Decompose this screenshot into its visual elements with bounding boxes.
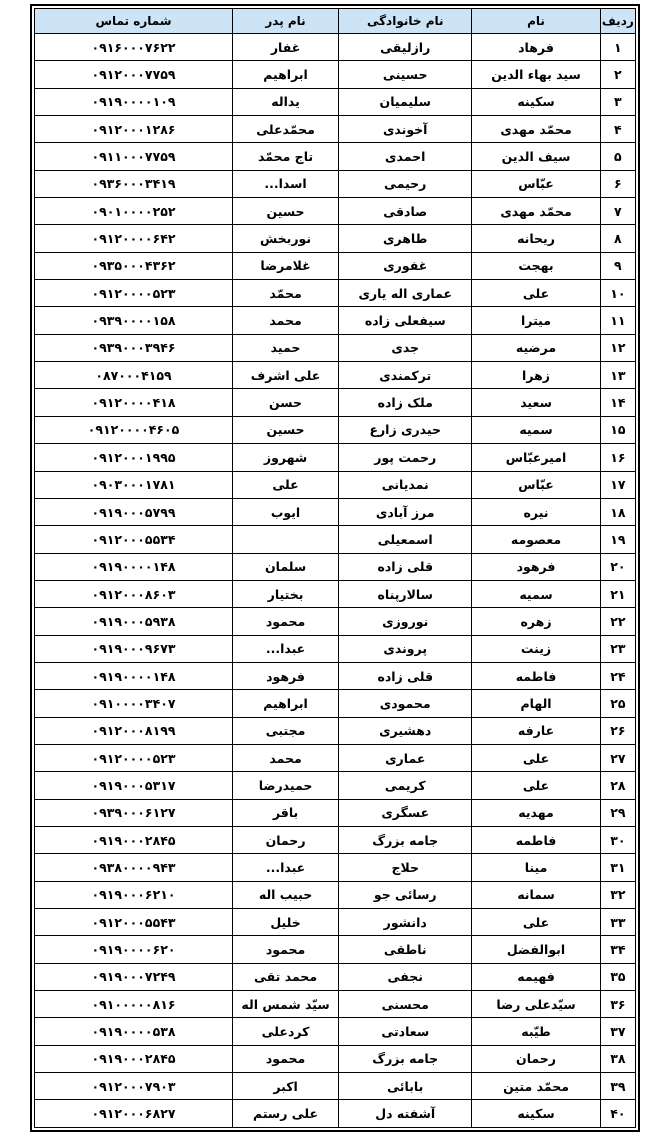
cell-index: ۳۸ (600, 1045, 635, 1072)
cell-phone: ۰۹۱۹۰۰۰۵۳۱۷ (35, 772, 233, 799)
cell-phone: ۰۸۷۰۰۰۴۱۵۹ (35, 362, 233, 389)
cell-index: ۳۴ (600, 936, 635, 963)
cell-first-name: زهرا (472, 362, 600, 389)
cell-father-name: حسن (233, 389, 339, 416)
cell-phone: ۰۹۱۲۰۰۰۰۴۱۸ (35, 389, 233, 416)
cell-phone: ۰۹۱۹۰۰۰۰۱۴۸ (35, 662, 233, 689)
cell-first-name: ریحانه (472, 225, 600, 252)
table-row (35, 526, 636, 553)
cell-index: ۳ (600, 88, 635, 115)
cell-phone: ۰۹۱۱۰۰۰۷۷۵۹ (35, 143, 233, 170)
cell-last-name: غفوری (339, 252, 472, 279)
cell-last-name: حیدری زارع (339, 416, 472, 443)
table-row (35, 498, 636, 525)
cell-index: ۱۹ (600, 526, 635, 553)
cell-last-name: مرز آبادی (339, 498, 472, 525)
cell-first-name: علی (472, 772, 600, 799)
cell-index: ۱۳ (600, 362, 635, 389)
cell-phone: ۰۹۱۲۰۰۰۱۹۹۵ (35, 444, 233, 471)
cell-index: ۲ (600, 61, 635, 88)
cell-index: ۶ (600, 170, 635, 197)
cell-last-name: قلی زاده (339, 662, 472, 689)
table-header-row (35, 9, 636, 34)
cell-index: ۲۷ (600, 744, 635, 771)
cell-phone: ۰۹۱۲۰۰۰۰۴۶۰۵ (35, 416, 233, 443)
cell-phone: ۰۹۱۹۰۰۰۰۱۴۸ (35, 553, 233, 580)
cell-last-name: عسگری (339, 799, 472, 826)
cell-first-name: طیّبه (472, 1018, 600, 1045)
cell-index: ۲۴ (600, 662, 635, 689)
table-row (35, 744, 636, 771)
cell-last-name: طاهری (339, 225, 472, 252)
cell-father-name: فرهود (233, 662, 339, 689)
table-row (35, 991, 636, 1018)
table-row (35, 1073, 636, 1100)
table-body (35, 34, 636, 1128)
cell-last-name: سیفعلی زاده (339, 307, 472, 334)
cell-last-name: قلی زاده (339, 553, 472, 580)
cell-first-name: سیّدعلی رضا (472, 991, 600, 1018)
table-row (35, 334, 636, 361)
table-row (35, 1100, 636, 1128)
cell-phone: ۰۹۱۹۰۰۰۰۵۳۸ (35, 1018, 233, 1045)
cell-last-name: کریمی (339, 772, 472, 799)
table-row (35, 662, 636, 689)
cell-father-name: علی رستم (233, 1100, 339, 1128)
cell-father-name: حمید (233, 334, 339, 361)
header-phone: شماره تماس (35, 9, 233, 34)
cell-father-name: علی اشرف (233, 362, 339, 389)
cell-last-name: جدی (339, 334, 472, 361)
cell-index: ۸ (600, 225, 635, 252)
cell-last-name: پروندی (339, 635, 472, 662)
table-row (35, 362, 636, 389)
cell-father-name: ایوب (233, 498, 339, 525)
cell-phone: ۰۹۱۶۰۰۰۷۶۲۲ (35, 34, 233, 61)
cell-index: ۱۰ (600, 280, 635, 307)
table-row (35, 225, 636, 252)
cell-index: ۱۱ (600, 307, 635, 334)
cell-father-name: تاج محمّد (233, 143, 339, 170)
cell-father-name: محمّد (233, 280, 339, 307)
cell-phone: ۰۹۱۹۰۰۰۵۹۳۸ (35, 608, 233, 635)
cell-phone: ۰۹۱۹۰۰۰۷۲۴۹ (35, 963, 233, 990)
cell-phone: ۰۹۳۸۰۰۰۰۹۴۳ (35, 854, 233, 881)
cell-father-name: بختیار (233, 580, 339, 607)
table-row (35, 389, 636, 416)
cell-phone: ۰۹۱۹۰۰۰۰۶۲۰ (35, 936, 233, 963)
table-row (35, 307, 636, 334)
cell-first-name: نیره (472, 498, 600, 525)
table-row (35, 471, 636, 498)
cell-last-name: صادقی (339, 198, 472, 225)
cell-father-name: علی (233, 471, 339, 498)
cell-first-name: سعید (472, 389, 600, 416)
cell-phone: ۰۹۱۹۰۰۰۵۷۹۹ (35, 498, 233, 525)
cell-last-name: احمدی (339, 143, 472, 170)
cell-last-name: دانشور (339, 909, 472, 936)
cell-phone: ۰۹۱۲۰۰۰۸۶۰۳ (35, 580, 233, 607)
cell-father-name: ابراهیم (233, 690, 339, 717)
table-row (35, 1045, 636, 1072)
cell-first-name: فاطمه (472, 826, 600, 853)
table-row (35, 88, 636, 115)
cell-phone: ۰۹۰۱۰۰۰۰۲۵۲ (35, 198, 233, 225)
cell-father-name: محمود (233, 1045, 339, 1072)
cell-father-name: رحمان (233, 826, 339, 853)
cell-index: ۲۹ (600, 799, 635, 826)
cell-phone: ۰۹۱۰۰۰۰۳۴۰۷ (35, 690, 233, 717)
table-row (35, 772, 636, 799)
cell-index: ۲۳ (600, 635, 635, 662)
cell-first-name: سیف الدین (472, 143, 600, 170)
cell-first-name: مینا (472, 854, 600, 881)
cell-first-name: فهیمه (472, 963, 600, 990)
header-index: ردیف (600, 9, 635, 34)
table-row (35, 909, 636, 936)
cell-last-name: جامه بزرگ (339, 826, 472, 853)
cell-father-name: غلامرضا (233, 252, 339, 279)
cell-first-name: عارفه (472, 717, 600, 744)
cell-phone: ۰۹۱۹۰۰۰۲۸۴۵ (35, 826, 233, 853)
cell-father-name: محمد (233, 744, 339, 771)
cell-father-name: حبیب اله (233, 881, 339, 908)
cell-first-name: علی (472, 744, 600, 771)
table-row (35, 717, 636, 744)
cell-phone: ۰۹۱۲۰۰۰۰۶۴۲ (35, 225, 233, 252)
cell-phone: ۰۹۱۲۰۰۰۱۲۸۶ (35, 116, 233, 143)
cell-last-name: حلاج (339, 854, 472, 881)
cell-phone: ۰۹۳۹۰۰۰۶۱۲۷ (35, 799, 233, 826)
table-row (35, 963, 636, 990)
table-row (35, 252, 636, 279)
cell-father-name: محمد تقی (233, 963, 339, 990)
contact-table (34, 8, 636, 1128)
cell-father-name: محمد (233, 307, 339, 334)
cell-father-name: سلمان (233, 553, 339, 580)
cell-phone: ۰۹۱۲۰۰۰۸۱۹۹ (35, 717, 233, 744)
table-row (35, 280, 636, 307)
cell-last-name: رسائی جو (339, 881, 472, 908)
table-row (35, 854, 636, 881)
cell-father-name: ابراهیم (233, 61, 339, 88)
cell-index: ۲۲ (600, 608, 635, 635)
header-father-name: نام پدر (233, 9, 339, 34)
cell-phone: ۰۹۱۲۰۰۰۰۵۲۳ (35, 280, 233, 307)
cell-index: ۳۱ (600, 854, 635, 881)
cell-index: ۳۲ (600, 881, 635, 908)
cell-last-name: محسنی (339, 991, 472, 1018)
cell-last-name: آشفته دل (339, 1100, 472, 1128)
cell-first-name: الهام (472, 690, 600, 717)
table-row (35, 826, 636, 853)
cell-first-name: ابوالفضل (472, 936, 600, 963)
cell-last-name: ملک زاده (339, 389, 472, 416)
table-row (35, 444, 636, 471)
cell-first-name: محمّد متین (472, 1073, 600, 1100)
cell-phone: ۰۹۳۹۰۰۰۰۱۵۸ (35, 307, 233, 334)
cell-last-name: اسمعیلی (339, 526, 472, 553)
cell-phone: ۰۹۱۲۰۰۰۰۵۲۳ (35, 744, 233, 771)
cell-index: ۳۵ (600, 963, 635, 990)
cell-father-name: حمیدرضا (233, 772, 339, 799)
cell-phone: ۰۹۱۹۰۰۰۲۸۴۵ (35, 1045, 233, 1072)
cell-phone: ۰۹۱۲۰۰۰۷۷۵۹ (35, 61, 233, 88)
header-first-name: نام (472, 9, 600, 34)
cell-father-name: خلیل (233, 909, 339, 936)
header-last-name: نام خانوادگی (339, 9, 472, 34)
cell-first-name: عبّاس (472, 170, 600, 197)
cell-first-name: فرهاد (472, 34, 600, 61)
cell-index: ۵ (600, 143, 635, 170)
cell-index: ۴ (600, 116, 635, 143)
cell-index: ۳۳ (600, 909, 635, 936)
cell-father-name: نوربخش (233, 225, 339, 252)
cell-father-name: اسدا... (233, 170, 339, 197)
cell-father-name: حسین (233, 416, 339, 443)
cell-index: ۱۲ (600, 334, 635, 361)
cell-first-name: بهجت (472, 252, 600, 279)
cell-father-name: یداله (233, 88, 339, 115)
table-row (35, 553, 636, 580)
cell-last-name: نمدیانی (339, 471, 472, 498)
table-row (35, 635, 636, 662)
cell-first-name: محمّد مهدی (472, 116, 600, 143)
cell-last-name: جامه بزرگ (339, 1045, 472, 1072)
contact-table-frame (30, 4, 640, 1132)
cell-index: ۲۱ (600, 580, 635, 607)
cell-phone: ۰۹۳۵۰۰۰۴۳۶۲ (35, 252, 233, 279)
cell-first-name: فرهود (472, 553, 600, 580)
cell-phone: ۰۹۱۹۰۰۰۰۱۰۹ (35, 88, 233, 115)
cell-first-name: سمیه (472, 580, 600, 607)
cell-first-name: مرضیه (472, 334, 600, 361)
cell-first-name: سمیه (472, 416, 600, 443)
cell-father-name: غفار (233, 34, 339, 61)
table-row (35, 170, 636, 197)
cell-father-name: عبدا... (233, 635, 339, 662)
cell-first-name: زهره (472, 608, 600, 635)
cell-father-name: حسین (233, 198, 339, 225)
cell-first-name: عبّاس (472, 471, 600, 498)
table-row (35, 799, 636, 826)
cell-first-name: فاطمه (472, 662, 600, 689)
cell-index: ۳۹ (600, 1073, 635, 1100)
cell-last-name: سلیمیان (339, 88, 472, 115)
cell-phone: ۰۹۱۲۰۰۰۶۸۲۷ (35, 1100, 233, 1128)
cell-phone: ۰۹۳۹۰۰۰۳۹۴۶ (35, 334, 233, 361)
table-row (35, 61, 636, 88)
cell-first-name: سکینه (472, 1100, 600, 1128)
cell-father-name: محمود (233, 936, 339, 963)
cell-last-name: عماری (339, 744, 472, 771)
cell-index: ۱۶ (600, 444, 635, 471)
cell-index: ۴۰ (600, 1100, 635, 1128)
cell-first-name: علی (472, 909, 600, 936)
cell-index: ۲۶ (600, 717, 635, 744)
cell-index: ۲۵ (600, 690, 635, 717)
table-row (35, 34, 636, 61)
cell-father-name: محمود (233, 608, 339, 635)
cell-phone: ۰۹۳۶۰۰۰۳۴۱۹ (35, 170, 233, 197)
cell-first-name: میترا (472, 307, 600, 334)
cell-phone: ۰۹۱۹۰۰۰۶۲۱۰ (35, 881, 233, 908)
cell-last-name: رحمت پور (339, 444, 472, 471)
cell-first-name: سید بهاء الدین (472, 61, 600, 88)
cell-index: ۳۷ (600, 1018, 635, 1045)
cell-father-name: باقر (233, 799, 339, 826)
cell-last-name: نجفی (339, 963, 472, 990)
table-row (35, 580, 636, 607)
cell-index: ۳۰ (600, 826, 635, 853)
cell-first-name: علی (472, 280, 600, 307)
cell-index: ۱۴ (600, 389, 635, 416)
cell-phone: ۰۹۱۲۰۰۰۵۵۳۴ (35, 526, 233, 553)
table-row (35, 608, 636, 635)
cell-index: ۷ (600, 198, 635, 225)
cell-phone: ۰۹۱۹۰۰۰۹۶۷۳ (35, 635, 233, 662)
cell-last-name: بابائی (339, 1073, 472, 1100)
cell-first-name: امیرعبّاس (472, 444, 600, 471)
table-row (35, 116, 636, 143)
cell-last-name: رازلیقی (339, 34, 472, 61)
cell-father-name: شهروز (233, 444, 339, 471)
cell-father-name: مجتبی (233, 717, 339, 744)
cell-index: ۲۸ (600, 772, 635, 799)
cell-father-name: اکبر (233, 1073, 339, 1100)
cell-father-name: محمّدعلی (233, 116, 339, 143)
cell-index: ۱۵ (600, 416, 635, 443)
cell-last-name: دهشیری (339, 717, 472, 744)
cell-last-name: رحیمی (339, 170, 472, 197)
cell-phone: ۰۹۱۲۰۰۰۵۵۴۳ (35, 909, 233, 936)
cell-phone: ۰۹۰۳۰۰۰۱۷۸۱ (35, 471, 233, 498)
cell-last-name: محمودی (339, 690, 472, 717)
cell-first-name: سکینه (472, 88, 600, 115)
cell-first-name: رحمان (472, 1045, 600, 1072)
cell-index: ۱۸ (600, 498, 635, 525)
table-row (35, 936, 636, 963)
cell-index: ۱ (600, 34, 635, 61)
cell-father-name: سیّد شمس اله (233, 991, 339, 1018)
cell-first-name: سمانه (472, 881, 600, 908)
table-row (35, 1018, 636, 1045)
cell-last-name: ترکمندی (339, 362, 472, 389)
cell-index: ۱۷ (600, 471, 635, 498)
cell-phone: ۰۹۱۰۰۰۰۰۸۱۶ (35, 991, 233, 1018)
cell-father-name: کردعلی (233, 1018, 339, 1045)
table-row (35, 143, 636, 170)
cell-last-name: نوروزی (339, 608, 472, 635)
cell-index: ۳۶ (600, 991, 635, 1018)
cell-first-name: زینت (472, 635, 600, 662)
cell-first-name: محمّد مهدی (472, 198, 600, 225)
cell-phone: ۰۹۱۲۰۰۰۷۹۰۳ (35, 1073, 233, 1100)
table-row (35, 690, 636, 717)
cell-father-name: عبدا... (233, 854, 339, 881)
table-row (35, 881, 636, 908)
cell-last-name: سالارپناه (339, 580, 472, 607)
table-row (35, 416, 636, 443)
cell-first-name: معصومه (472, 526, 600, 553)
cell-last-name: حسینی (339, 61, 472, 88)
table-row (35, 198, 636, 225)
cell-first-name: مهدیه (472, 799, 600, 826)
cell-last-name: سعادتی (339, 1018, 472, 1045)
cell-index: ۲۰ (600, 553, 635, 580)
cell-last-name: ناطقی (339, 936, 472, 963)
cell-father-name (233, 526, 339, 553)
cell-index: ۹ (600, 252, 635, 279)
cell-last-name: عماری اله یاری (339, 280, 472, 307)
cell-last-name: آخوندی (339, 116, 472, 143)
